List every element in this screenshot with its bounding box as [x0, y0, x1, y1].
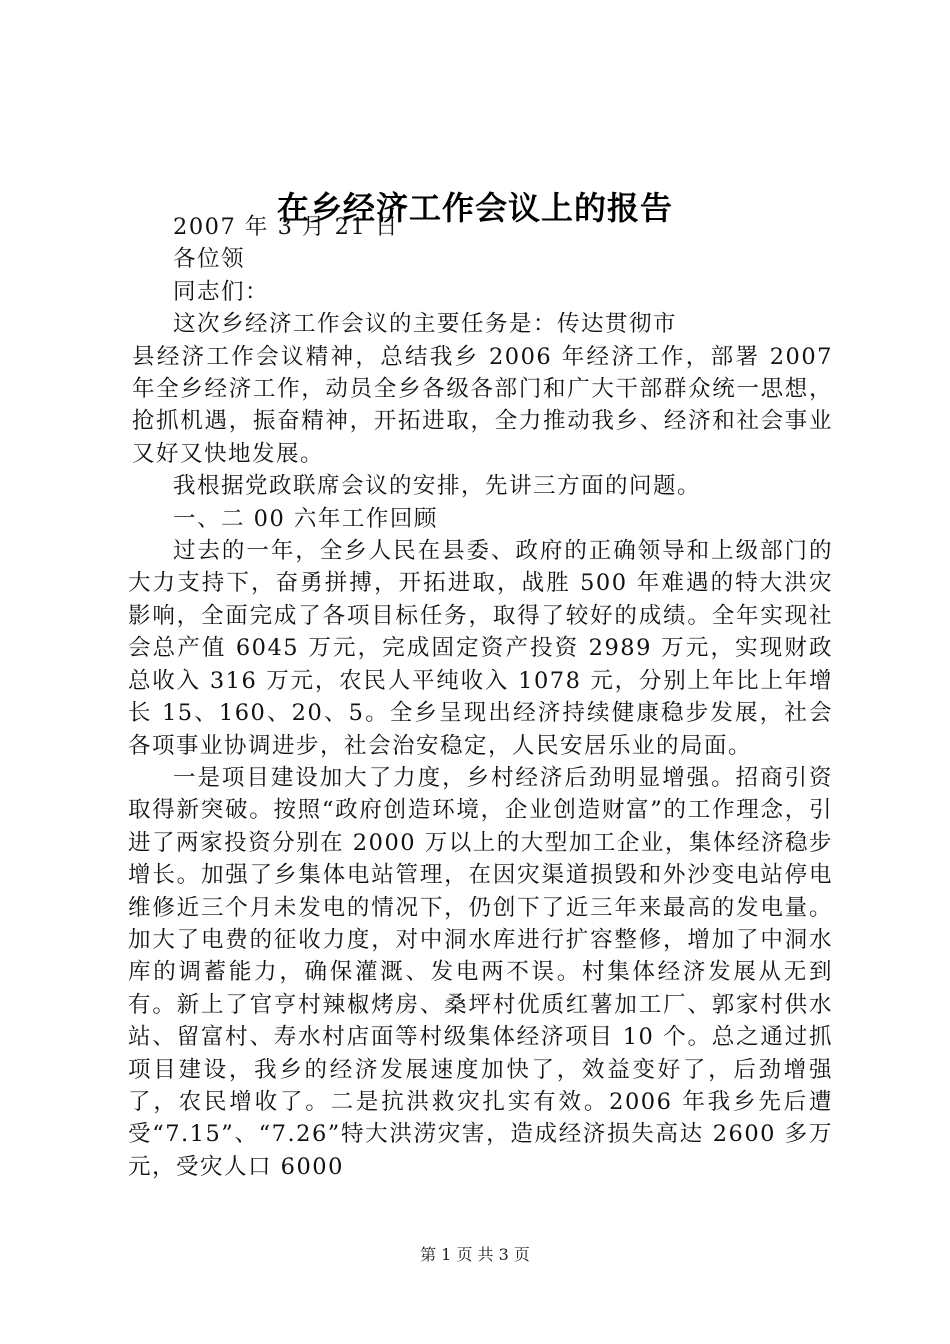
paragraph-intro-continued: 县经济工作会议精神，总结我乡 2006 年经济工作，部署 2007 年全乡经济工作，动员全乡各级各部门和广大干部群众统一思想，抢抓机遇，振奋精神，开拓进取，全力推动我乡、经济和社会事业又好又快地发展。: [132, 343, 833, 467]
document-title: 在乡经济工作会议上的报告: [276, 189, 673, 227]
section-heading: 一、二 00 六年工作回顾: [173, 505, 438, 532]
salutation-line-1: 各位领: [173, 246, 246, 273]
report-date: 2007 年 3 月 21 日: [173, 214, 399, 240]
paragraph-review: 过去的一年，全乡人民在县委、政府的正确领导和上级部门的大力支持下，奋勇拼搏，开拓进取，战胜 500 年难遇的特大洪灾影响，全面完成了各项目标任务，取得了较好的成绩。全年实现社会总产值 6045 万元，完成固定资产投资 2989 万元，实现财政总收入 316 万元，农民人平纯收入 1078 元，分别上年比上年增长 15、160、20、5。全乡呈现出经济持续健康稳步发展，社会各项事业协调进步，社会治安稳定，人民安居乐业的局面。: [128, 538, 833, 759]
paragraph-projects: 一是项目建设加大了力度，乡村经济后劲明显增强。招商引资取得新突破。按照“政府创造环境，企业创造财富”的工作理念，引进了两家投资分别在 2000 万以上的大型加工企业，集体经济稳步增长。加强了乡集体电站管理，在因灾渠道损毁和外沙变电站停电维修近三个月未发电的情况下，仍创下了近三年来最高的发电量。加大了电费的征收力度，对中洞水库进行扩容整修，增加了中洞水库的调蓄能力，确保灌溉、发电两不误。村集体经济发展从无到有。新上了官亨村辣椒烤房、桑坪村优质红薯加工厂、郭家村供水站、留富村、寿水村店面等村级集体经济项目 10 个。总之通过抓项目建设，我乡的经济发展速度加快了，效益变好了，后劲增强了，农民增收了。二是抗洪救灾扎实有效。2006 年我乡先后遭受“7.15”、“7.26”特大洪涝灾害，造成经济损失高达 2600 多万元，受灾人口 6000: [128, 764, 833, 1180]
paragraph-outline: 我根据党政联席会议的安排，先讲三方面的问题。: [173, 473, 702, 500]
page-footer: 第 1 页 共 3 页: [420, 1245, 530, 1264]
document-body: [128, 211, 833, 1183]
paragraph-intro: 这次乡经济工作会议的主要任务是：传达贯彻市: [173, 311, 678, 338]
salutation-line-2: 同志们：: [173, 278, 270, 305]
